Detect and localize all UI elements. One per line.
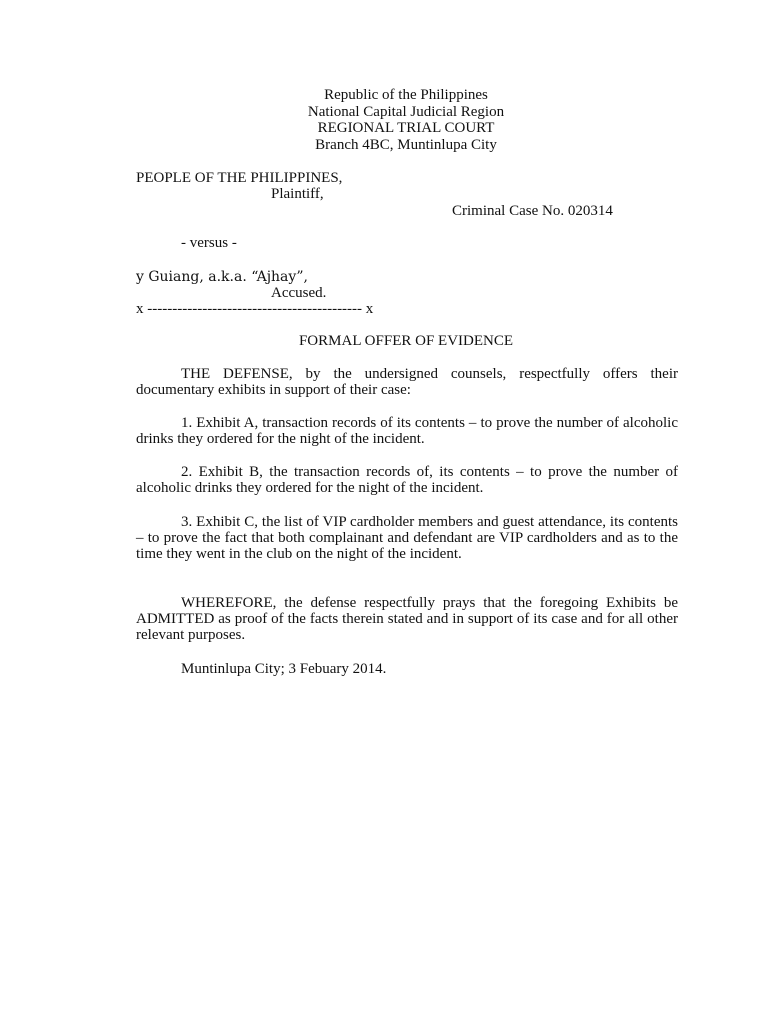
- plaintiff-name: PEOPLE OF THE PHILIPPINES,: [136, 170, 343, 186]
- accused-name: y Guiang, a.k.a. “Ajhay”,: [136, 269, 308, 285]
- caption-court: REGIONAL TRIAL COURT: [317, 120, 495, 136]
- caption-branch: Branch 4BC, Muntinlupa City: [315, 137, 497, 153]
- prayer-paragraph: WHEREFORE, the defense respectfully prays that the foregoing Exhibits be ADMITTED as proof of the facts therein stated and in support of its case and for all other relevant purposes.: [136, 595, 678, 643]
- intro-paragraph: THE DEFENSE, by the undersigned counsels, respectfully offers their documentary exhibits in support of their case:: [136, 366, 678, 398]
- document-title: FORMAL OFFER OF EVIDENCE: [298, 333, 514, 349]
- caption-separator: x ------------------------------------------- x: [136, 301, 374, 317]
- caption-region: National Capital Judicial Region: [307, 104, 505, 120]
- case-number: Criminal Case No. 020314: [452, 203, 613, 219]
- plaintiff-role: Plaintiff,: [271, 186, 324, 202]
- exhibit-a-paragraph: 1. Exhibit A, transaction records of its contents – to prove the number of alcoholic drinks they ordered for the night of the incident.: [136, 415, 678, 447]
- exhibit-c-paragraph: 3. Exhibit C, the list of VIP cardholder members and guest attendance, its contents – to prove the fact that both complainant and defendant are VIP cardholders and as to the time they went in the club on the night of the incident.: [136, 514, 678, 562]
- versus-label: - versus -: [181, 235, 237, 251]
- exhibit-b-paragraph: 2. Exhibit B, the transaction records of, its contents – to prove the number of alcoholic drinks they ordered for the night of the incident.: [136, 464, 678, 496]
- caption-republic: Republic of the Philippines: [324, 87, 488, 103]
- accused-role: Accused.: [271, 285, 327, 301]
- date-line: Muntinlupa City; 3 Febuary 2014.: [181, 661, 387, 677]
